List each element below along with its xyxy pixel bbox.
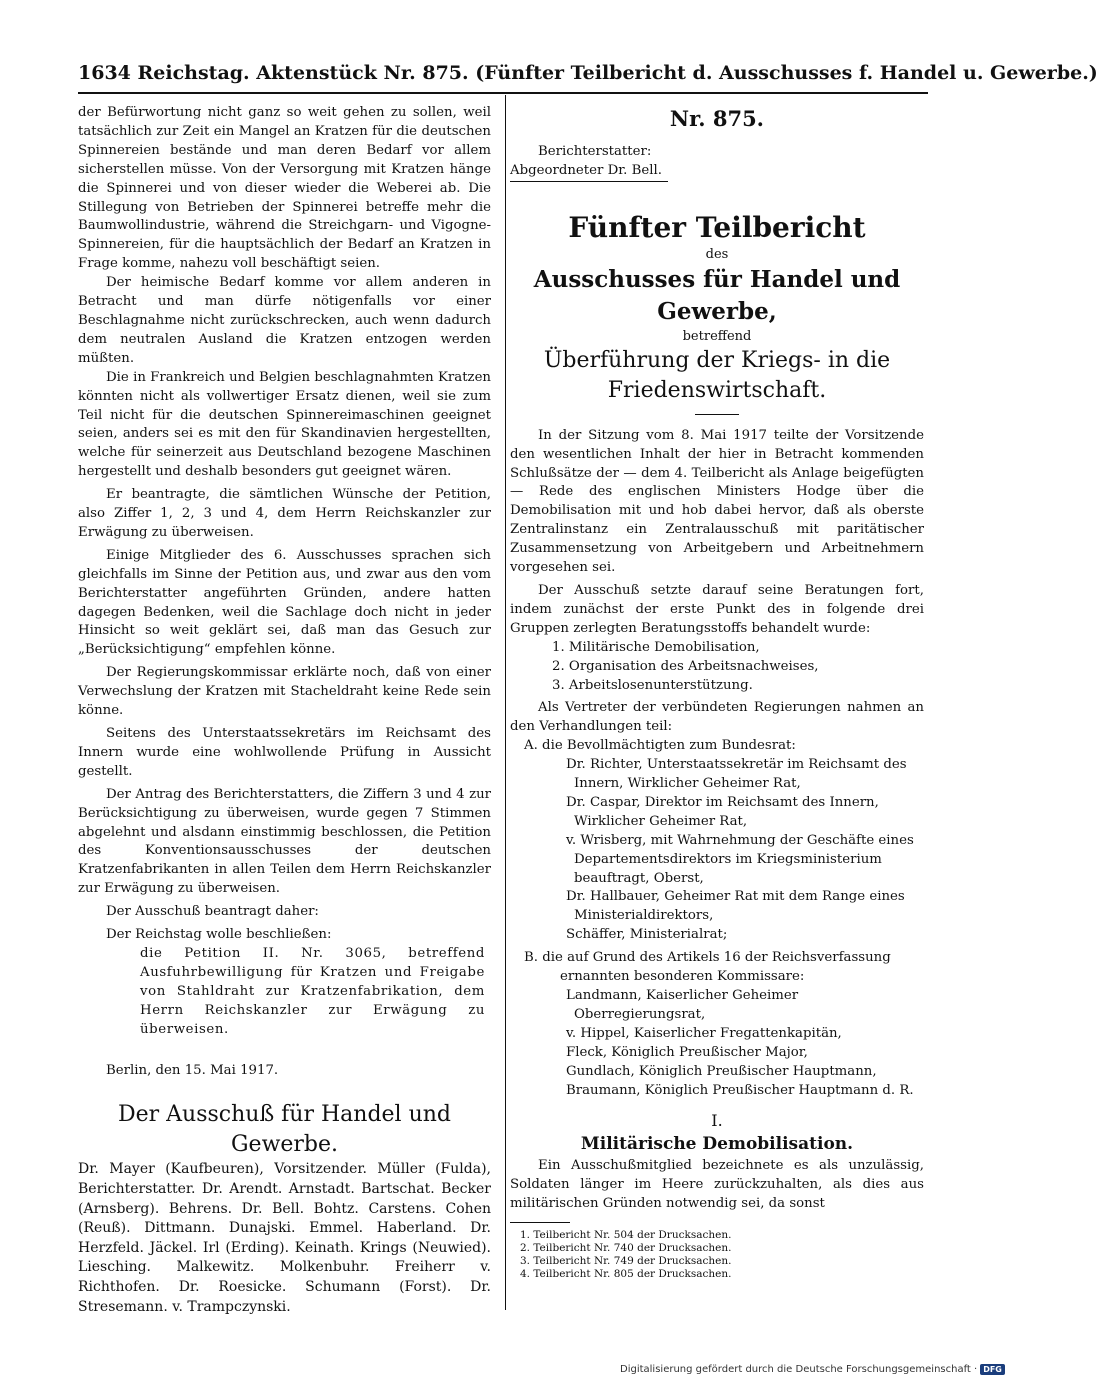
motion-intro: Der Ausschuß beantragt daher: xyxy=(106,904,319,920)
footnotes xyxy=(520,1229,924,1281)
right-column xyxy=(510,106,924,1281)
petition-resolution xyxy=(120,945,485,1040)
column-divider xyxy=(505,95,506,1310)
list-item: Landmann, Kaiserlicher Geheimer Oberregierungsrat, xyxy=(566,988,799,1022)
list-item: Braumann, Königlich Preußischer Hauptmann d. R. xyxy=(566,1082,914,1098)
paragraph: der Befürwortung nicht ganz so weit gehen zu sollen, weil tatsächlich zur Zeit ein Mangel an Kratzen für die deutschen Spinnereien bestände und man deren Bedarf vor allem sicherstellen müsse. Von der Versorgung mit Kratzen hänge die Spinnerei und von dieser wieder die Weberei ab. Die Stillegung von Betrieben der Spinnerei betreffe mehr die Baumwollindustrie, während die Streichgarn- und Vigogne-Spinnereien, für die hauptsächlich der Bedarf an Kratzen in Frage komme, nahezu voll beschäftigt seien. xyxy=(78,105,491,272)
list-item: v. Hippel, Kaiserlicher Fregattenkapitän, xyxy=(566,1025,842,1041)
header-rule xyxy=(78,92,928,94)
list-item: 2. Organisation des Arbeitsnachweises, xyxy=(552,658,819,674)
report-title: Fünfter Teilbericht xyxy=(568,210,866,244)
report-subject: Überführung der Kriegs- in die Friedenswirtschaft. xyxy=(543,347,891,403)
paragraph: In der Sitzung vom 8. Mai 1917 teilte der Vorsitzende den wesentlichen Inhalt der hier in Betracht kommenden Schlußsätze der — dem 4. Teilbericht als Anlage beigefügten — Rede des englischen Ministers Hodge über die Demobilisation mit und hob dabei hervor, daß als oberste Zentralinstanz ein Zentralausschuß mit paritätischer Zusammensetzung von Arbeitgebern und Arbeitnehmern vorgesehen sei. xyxy=(510,427,924,576)
list-item: v. Wrisberg, mit Wahrnehmung der Geschäfte eines Departementsdirektors im Kriegsministerium beauftragt, Oberst, xyxy=(566,832,914,886)
list-item: 1. Militärische Demobilisation, xyxy=(552,639,760,655)
section-rule xyxy=(695,414,739,415)
title-des: des xyxy=(705,246,729,262)
list-item: Dr. Caspar, Direktor im Reichsamt des Innern, Wirklicher Geheimer Rat, xyxy=(566,794,879,829)
list-item: Schäffer, Ministerialrat; xyxy=(566,927,728,943)
paragraph: Als Vertreter der verbündeten Regierungen nahmen an den Verhandlungen teil: xyxy=(510,700,924,735)
list-item: Dr. Hallbauer, Geheimer Rat mit dem Range eines Ministerialdirektors, xyxy=(566,889,905,924)
paragraph: Der Antrag des Berichterstatters, die Ziffern 3 und 4 zur Berücksichtigung zu überweisen, wurde gegen 7 Stimmen abgelehnt und alsdann einstimmig beschlossen, die Petition des Konventionsausschusses der deutschen Kratzenfabrikanten in allen Teilen dem Herrn Reichskanzler zur Erwägung zu überweisen. xyxy=(78,786,491,897)
section-a xyxy=(524,737,924,945)
footnote: 1. Teilbericht Nr. 504 der Drucksachen. xyxy=(520,1229,732,1242)
paragraph: Der heimische Bedarf komme vor allem anderen in Betracht und man dürfe nötigenfalls vor einer Beschlagnahme nicht zurückschrecken, auch wenn dadurch dem neutralen Ausland die Kratzen entzogen werden müßten. xyxy=(78,275,491,366)
document-number: Nr. 875. xyxy=(669,106,764,131)
date-line: Berlin, den 15. Mai 1917. xyxy=(106,1062,279,1078)
paragraph: Ein Ausschußmitglied bezeichnete es als unzulässig, Soldaten länger im Heere zurückzuhalten, als dies aus militärischen Gründen notwendig sei, da sonst xyxy=(510,1158,924,1212)
section-a-heading: A. die Bevollmächtigten zum Bundesrat: xyxy=(524,738,796,754)
topic-list xyxy=(552,639,924,696)
paragraph: Einige Mitglieder des 6. Ausschusses sprachen sich gleichfalls im Sinne der Petition aus, und zwar aus den vom Berichterstatter angeführten Gründen, andere hatten dagegen Bedenken, weil die Sachlage doch nicht in jeder Hinsicht so weit geklärt sei, daß man das Gesuch zur „Berücksichtigung“ empfehlen könne. xyxy=(78,547,491,658)
paragraph: Der Ausschuß setzte darauf seine Beratungen fort, indem zunächst der erste Punkt des in folgende drei Gruppen zerlegten Beratungsstoffs behandelt wurde: xyxy=(510,582,924,636)
footnote-rule xyxy=(510,1222,570,1223)
list-item: Dr. Richter, Unterstaatssekretär im Reichsamt des Innern, Wirklicher Geheimer Rat, xyxy=(566,757,907,792)
title-betreffend: betreffend xyxy=(682,328,752,344)
digitization-footer xyxy=(620,1364,1002,1378)
reporter-label: Berichterstatter: xyxy=(538,143,652,159)
committee-signature: Der Ausschuß für Handel und Gewerbe. xyxy=(118,1102,451,1158)
committee-title: Ausschusses für Handel und Gewerbe, xyxy=(533,265,901,325)
petition-text: die Petition II. Nr. 3065, betreffend Ausfuhrbewilligung für Kratzen und Freigabe von Stahldraht zur Kratzenfabrikation, dem Herrn Reichskanzler zur Erwägung zu überweisen. xyxy=(140,945,485,1037)
paragraph: Seitens des Unterstaatssekretärs im Reichsamt des Innern wurde eine wohlwollende Prüfung in Aussicht gestellt. xyxy=(78,726,491,779)
section-b xyxy=(524,949,924,1100)
footnote: 3. Teilbericht Nr. 749 der Drucksachen. xyxy=(520,1255,732,1268)
page-header: 1634 Reichstag. Aktenstück Nr. 875. (Fünfter Teilbericht d. Ausschusses f. Handel u. Gewerbe.) xyxy=(78,62,1098,84)
footnote: 4. Teilbericht Nr. 805 der Drucksachen. xyxy=(520,1268,732,1281)
dfg-logo: DFG xyxy=(980,1364,1005,1375)
reporter-name: Abgeordneter Dr. Bell. xyxy=(510,162,668,182)
section-title: Militärische Demobilisation. xyxy=(580,1134,854,1155)
list-item: 3. Arbeitslosenunterstützung. xyxy=(552,677,753,693)
paragraph: Er beantragte, die sämtlichen Wünsche der Petition, also Ziffer 1, 2, 3 und 4, dem Herrn Reichskanzler zur Erwägung zu überweisen. xyxy=(78,487,491,540)
paragraph: Der Regierungskommissar erklärte noch, daß von einer Verwechslung der Kratzen mit Stacheldraht keine Rede sein könne. xyxy=(78,665,491,719)
list-item: Fleck, Königlich Preußischer Major, xyxy=(566,1044,808,1060)
left-column xyxy=(78,104,491,1317)
list-item: Gundlach, Königlich Preußischer Hauptmann, xyxy=(566,1063,877,1079)
resolution-intro: Der Reichstag wolle beschließen: xyxy=(106,927,332,943)
footnote: 2. Teilbericht Nr. 740 der Drucksachen. xyxy=(520,1242,732,1255)
section-b-heading: B. die auf Grund des Artikels 16 der Reichsverfassung ernannten besonderen Kommissare: xyxy=(524,950,891,985)
paragraph: Die in Frankreich und Belgien beschlagnahmten Kratzen könnten nicht als vollwertiger Ersatz dienen, weil sie zum Teil nicht für die deutschen Spinnereimaschinen geeignet seien, anders sei es mit den für Skandinavien hergestellten, welche für seinerzeit aus Deutschland bezogene Maschinen hergestellt und deshalb besonders gut geeignet wären. xyxy=(78,369,491,480)
footer-text: Digitalisierung gefördert durch die Deutsche Forschungsgemeinschaft · xyxy=(620,1364,978,1375)
section-number: I. xyxy=(711,1111,723,1131)
member-list: Dr. Mayer (Kaufbeuren), Vorsitzender. Müller (Fulda), Berichterstatter. Dr. Arendt. Arnstadt. Bartschat. Becker (Arnsberg). Behrens. Dr. Bell. Bohtz. Carstens. Cohen (Reuß). Dittmann. Dunajski. Emmel. Haberland. Dr. Herzfeld. Jäckel. Irl (Erding). Keinath. Krings (Neuwied). Liesching. Malkewitz. Molkenbuhr. Freiherr v. Richthofen. Dr. Roesicke. Schumann (Forst). Dr. Stresemann. v. Trampczynski. xyxy=(78,1161,491,1315)
